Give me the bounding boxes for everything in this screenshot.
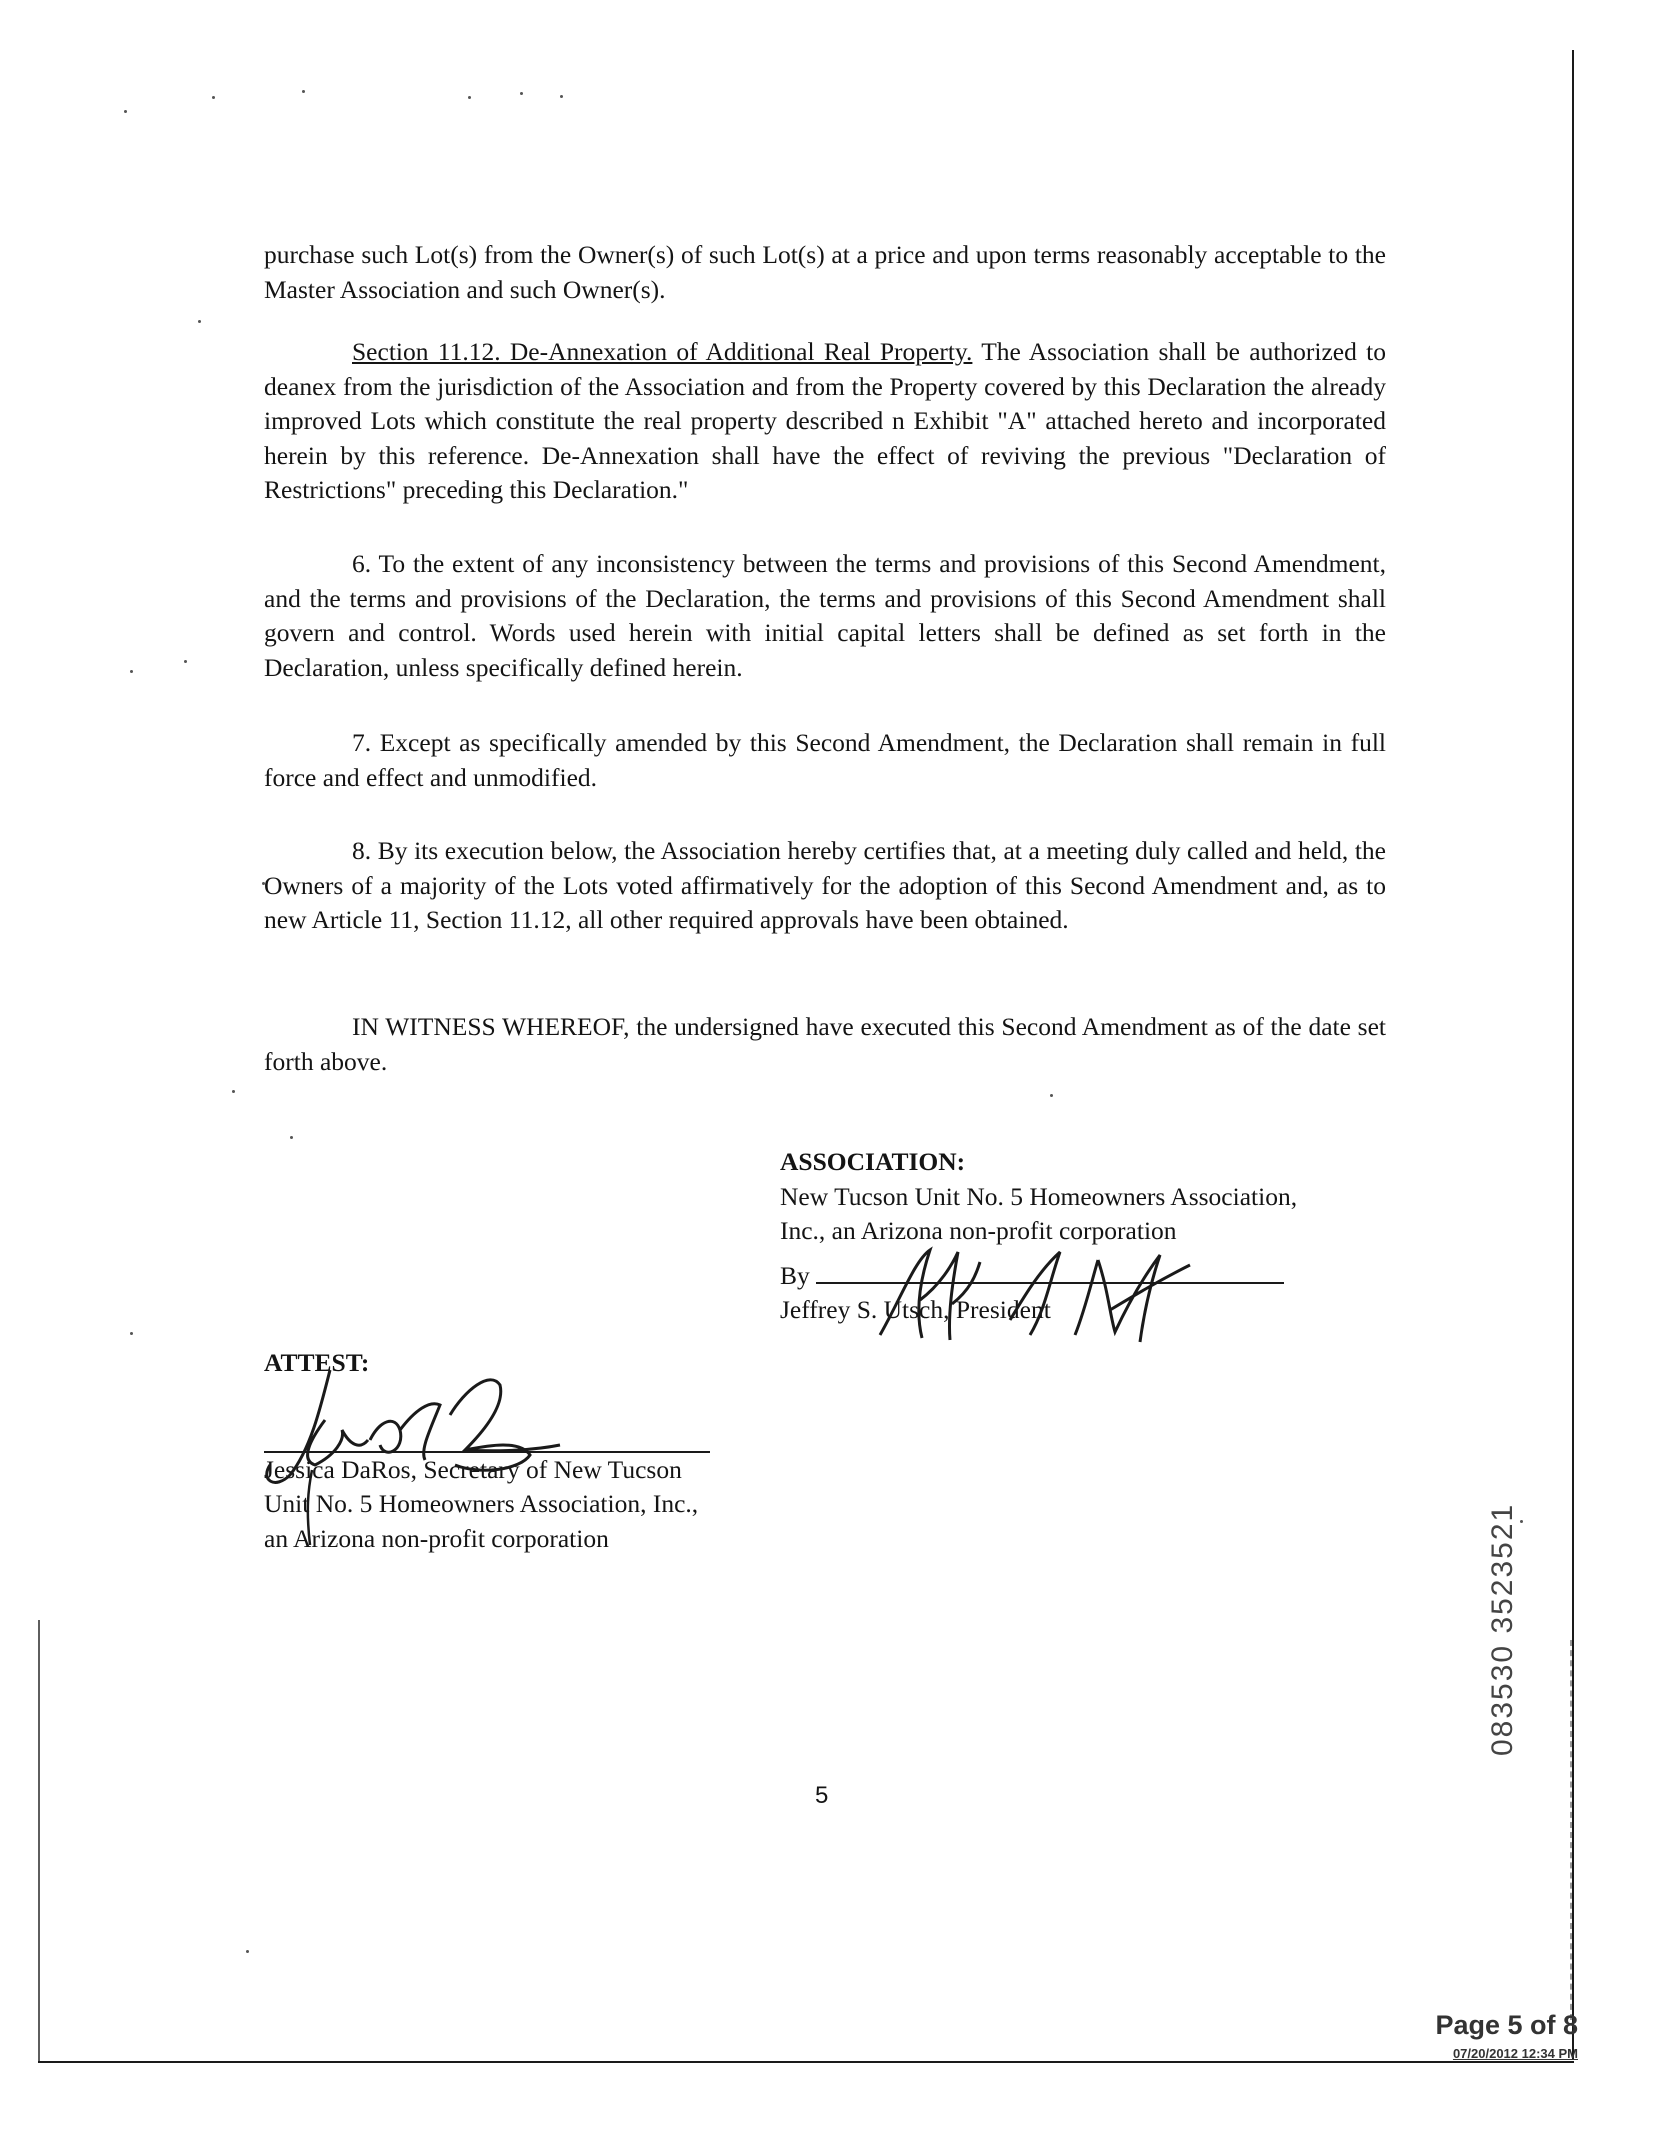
scan-speck — [520, 92, 523, 95]
scan-speck — [560, 95, 563, 98]
scan-speck — [212, 96, 215, 99]
president-signature — [860, 1240, 1200, 1350]
association-heading: ASSOCIATION: — [780, 1147, 966, 1176]
by-label: By — [780, 1260, 810, 1290]
attest-heading: ATTEST: — [264, 1348, 370, 1377]
paragraph-8: 8. By its execution below, the Association hereby certifies that, at a meeting duly called and held, the Owners of a majority of the Lots voted affirmatively for the adoption of this Second Amendment and, as to new Article 11, Section 11.12, all other required approvals have been obtained. — [264, 836, 1386, 934]
scan-speck — [246, 1950, 249, 1953]
section-11-12-paragraph — [264, 335, 1386, 508]
scan-speck — [468, 96, 471, 99]
paragraph-7: 7. Except as specifically amended by this Second Amendment, the Declaration shall remain in full force and effect and unmodified. — [264, 728, 1386, 792]
association-line-2: Inc., an Arizona non-profit corporation — [780, 1216, 1177, 1245]
scan-speck — [302, 90, 305, 93]
scan-speck — [130, 1332, 133, 1335]
section-11-12-heading: Section 11.12. De-Annexation of Additional Real Property. — [352, 337, 973, 366]
attest-line-2: Unit No. 5 Homeowners Association, Inc., — [264, 1489, 699, 1518]
scan-speck — [184, 660, 187, 663]
association-line-1: New Tucson Unit No. 5 Homeowners Association, — [780, 1181, 1298, 1211]
page-number: 5 — [815, 1782, 829, 1809]
scan-speck — [1050, 1094, 1053, 1097]
bottom-border-line — [38, 2061, 1574, 2063]
left-border-line — [38, 1620, 40, 2062]
side-dash-marks — [1570, 1640, 1578, 2020]
scan-speck — [198, 320, 201, 323]
page-count-stamp: Page 5 of 8 — [1435, 2010, 1578, 2040]
carryover-paragraph: purchase such Lot(s) from the Owner(s) of such Lot(s) at a price and upon terms reasonably acceptable to the Master Association and such Owner(s). — [264, 240, 1386, 304]
attest-line-3: an Arizona non-profit corporation — [264, 1523, 609, 1553]
recording-number-stamp: 083530 3523521 — [1486, 1502, 1519, 1756]
scan-speck — [124, 110, 127, 113]
attest-line-1: Jessica DaRos, Secretary of New Tucson — [264, 1454, 682, 1484]
print-date-stamp: 07/20/2012 12:34 PM — [1452, 2046, 1578, 2061]
secretary-signature — [250, 1360, 610, 1550]
paragraph-6: 6. To the extent of any inconsistency between the terms and provisions of this Second Amendment, and the terms and provisions of the Declaration, the terms and provisions of this Second Amendment shall govern and control. Words used herein with initial capital letters shall be defined as set forth in the Declaration, unless specifically defined herein. — [264, 549, 1386, 682]
association-signer: Jeffrey S. Utsch, President — [780, 1295, 1051, 1324]
scan-speck — [130, 670, 133, 673]
section-11-12-text: The Association shall be authorized to deanex from the jurisdiction of the Association and from the Property covered by this Declaration the already improved Lots which constitute the real property described n Exhibit "A" attached hereto and incorporated herein by this reference. De-Annexation shall have the effect of reviving the previous "Declaration of Restrictions" preceding this Declaration." — [264, 337, 1386, 504]
witness-paragraph: IN WITNESS WHEREOF, the undersigned have executed this Second Amendment as of the date set forth above. — [264, 1012, 1386, 1076]
scan-speck — [232, 1090, 235, 1093]
scan-speck — [290, 1136, 293, 1139]
